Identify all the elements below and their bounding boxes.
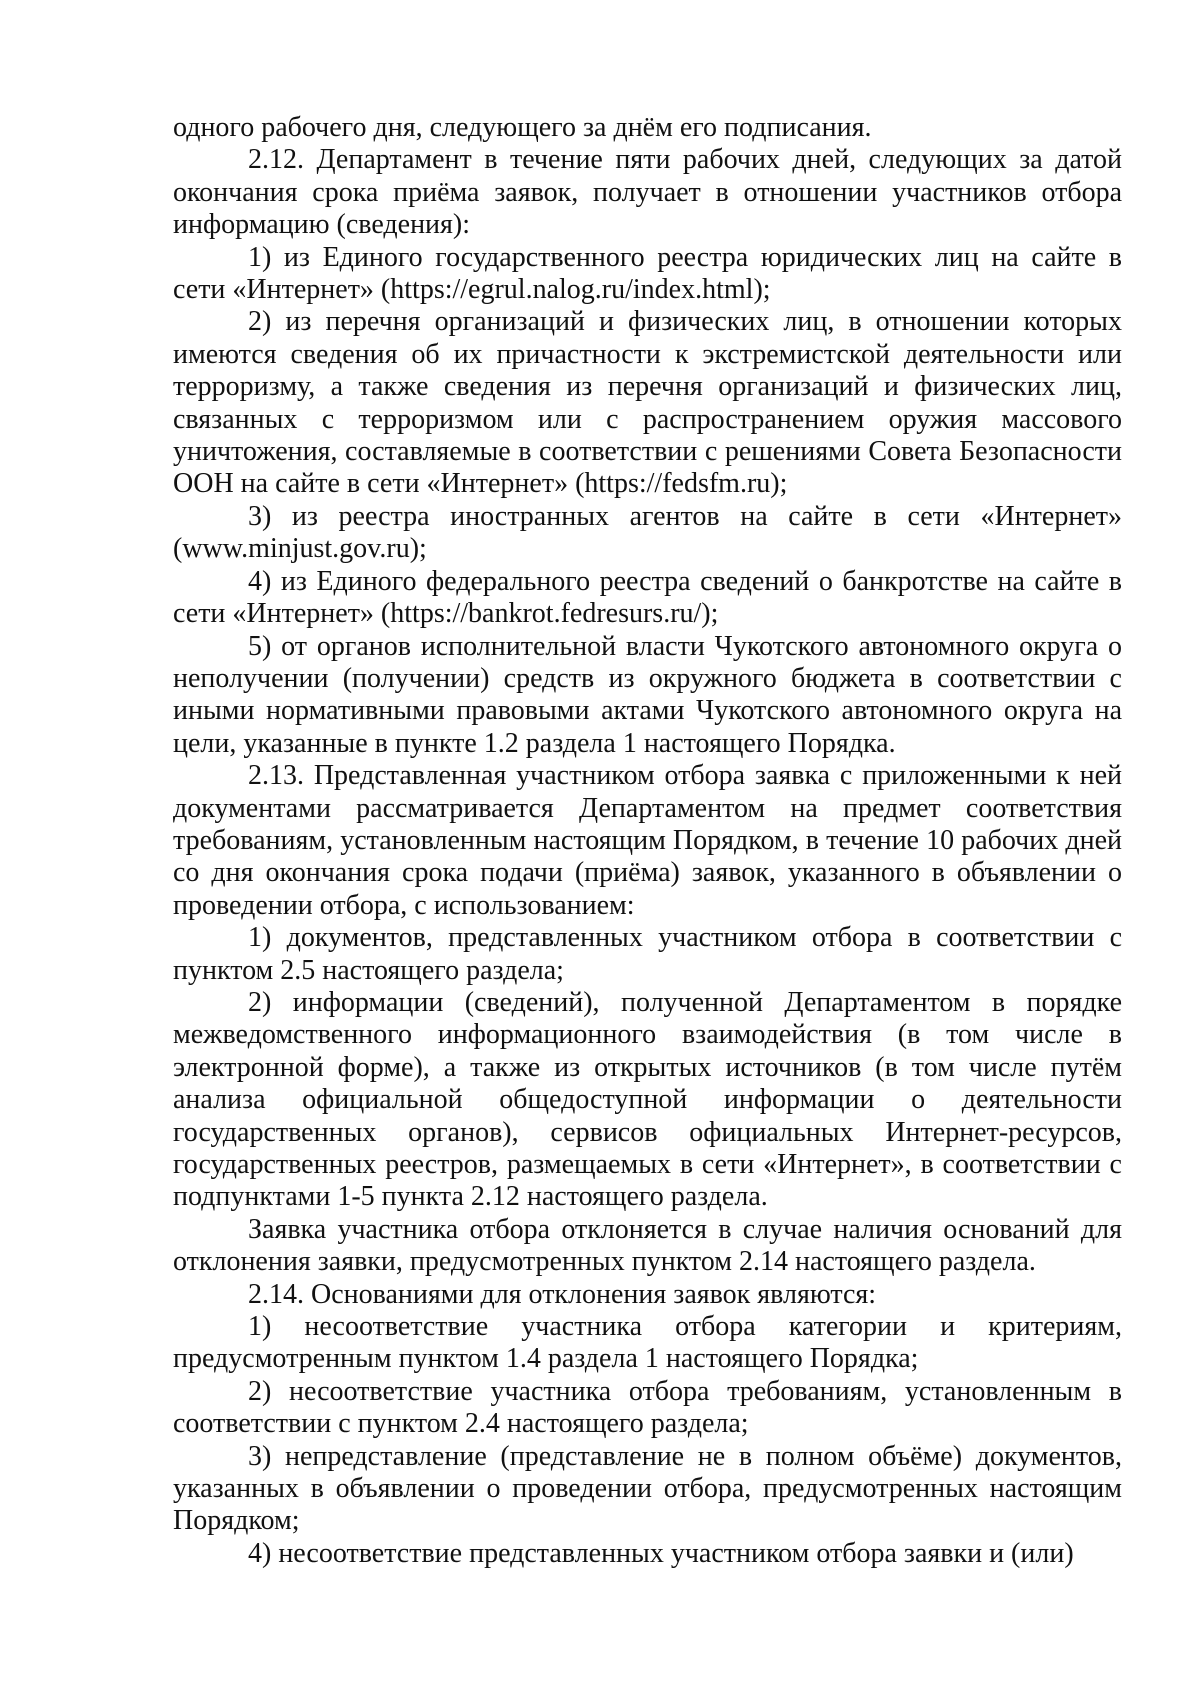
paragraph-2-12-item-5: 5) от органов исполнительной власти Чукотского автономного округа о неполучении (получении) средств из окружного бюджета в соответствии с иными нормативными правовыми актами Чукотского автономного округа на цели, указанные в пункте 1.2 раздела 1 настоящего Порядка. [173,630,1122,759]
paragraph-continuation: одного рабочего дня, следующего за днём его подписания. [173,112,872,143]
paragraph-2-12-item-3: 3) из реестра иностранных агентов на сайте в сети «Интернет» (www.minjust.gov.ru); [173,500,1122,565]
paragraph-2-12-item-4: 4) из Единого федерального реестра сведений о банкротстве на сайте в сети «Интернет» (https://bankrot.fedresurs.ru/); [173,565,1122,630]
paragraph-2-14: 2.14. Основаниями для отклонения заявок являются: [248,1278,877,1310]
paragraph-2-12: 2.12. Департамент в течение пяти рабочих дней, следующих за датой окончания срока приёма заявок, получает в отношении участников отбора информацию (сведения): [173,144,1122,241]
paragraph-2-14-item-3: 3) непредставление (представление не в полном объёме) документов, указанных в объявлении о проведении отбора, предусмотренных настоящим Порядком; [173,1440,1122,1537]
paragraph-2-13-item-1: 1) документов, представленных участником отбора в соответствии с пунктом 2.5 настоящего раздела; [173,922,1122,986]
paragraph-2-14-item-4: 4) несоответствие представленных участником отбора заявки и (или) [248,1537,1074,1569]
document-page [173,112,1122,1570]
paragraph-2-12-item-2: 2) из перечня организаций и физических лиц, в отношении которых имеются сведения об их причастности к экстремистской деятельности или терроризму, а также сведения из перечня организаций и физических лиц, связанных с терроризмом или с распространением оружия массового уничтожения, составляемые в соответствии с решениями Совета Безопасности ООН на сайте в сети «Интернет» (https://fedsfm.ru); [173,306,1122,500]
paragraph-2-12-item-1: 1) из Единого государственного реестра юридических лиц на сайте в сети «Интернет» (https://egrul.nalog.ru/index.html); [173,241,1122,306]
paragraph-rejection: Заявка участника отбора отклоняется в случае наличия оснований для отклонения заявки, предусмотренных пунктом 2.14 настоящего раздела. [173,1213,1122,1278]
paragraph-2-14-item-1: 1) несоответствие участника отбора категории и критериям, предусмотренным пунктом 1.4 раздела 1 настоящего Порядка; [173,1311,1122,1375]
paragraph-2-13: 2.13. Представленная участником отбора заявка с приложенными к ней документами рассматривается Департаментом на предмет соответствия требованиям, установленным настоящим Порядком, в течение 10 рабочих дней со дня окончания срока подачи (приёма) заявок, указанного в объявлении о проведении отбора, с использованием: [173,760,1122,921]
paragraph-2-13-item-2: 2) информации (сведений), полученной Департаментом в порядке межведомственного информационного взаимодействия (в том числе в электронной форме), а также из открытых источников (в том числе путём анализа официальной общедоступной информации о деятельности государственных органов), сервисов официальных Интернет-ресурсов, государственных реестров, размещаемых в сети «Интернет», в соответствии с подпунктами 1-5 пункта 2.12 настоящего раздела. [173,986,1122,1213]
paragraph-2-14-item-2: 2) несоответствие участника отбора требованиям, установленным в соответствии с пунктом 2.4 настоящего раздела; [173,1375,1122,1440]
